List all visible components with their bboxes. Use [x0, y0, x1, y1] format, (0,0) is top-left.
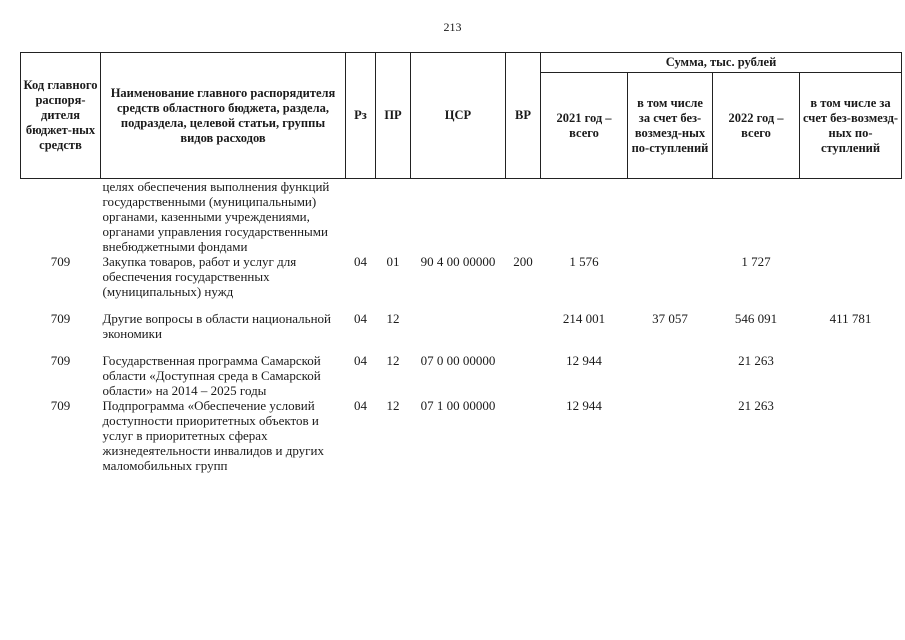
- cell-vr: [506, 353, 541, 398]
- cell-rz: [346, 179, 376, 255]
- header-name: Наименование главного распорядителя средств областного бюджета, раздела, подраздела, целевой статьи, группы видов расходов: [101, 53, 346, 179]
- cell-2021-grants: [628, 398, 713, 473]
- cell-rz: 04: [354, 353, 367, 368]
- cell-csr: 07 1 00 00000: [420, 398, 496, 413]
- cell-2022-grants: [800, 254, 902, 299]
- cell-vr: 200: [513, 254, 533, 269]
- cell-code: [21, 179, 101, 255]
- cell-2022-grants: [800, 353, 902, 398]
- cell-2021-total: 12 944: [566, 398, 602, 413]
- row-spacer: [21, 341, 902, 353]
- cell-2021-grants: [628, 353, 713, 398]
- header-rz: Рз: [346, 53, 376, 179]
- cell-pr: 12: [386, 353, 400, 368]
- header-code: Код главного распоря-дителя бюджет-ных средств: [21, 53, 101, 179]
- cell-2021-total: 1 576: [569, 254, 599, 269]
- cell-pr: 12: [386, 311, 400, 326]
- cell-2022-total: [713, 179, 800, 255]
- cell-2022-total: 21 263: [738, 398, 774, 413]
- cell-rz: 04: [354, 311, 367, 326]
- table-row: [21, 254, 902, 299]
- page-number: 213: [443, 20, 462, 34]
- cell-name: Подпрограмма «Обеспечение условий доступности приоритетных объектов и услуг в приоритетных сферах жизнедеятельности инвалидов и других маломобильных групп: [102, 398, 324, 473]
- cell-pr: 12: [386, 398, 400, 413]
- cell-csr: [411, 179, 506, 255]
- cell-2021-total: 214 001: [562, 311, 606, 326]
- header-pr: ПР: [376, 53, 411, 179]
- table-header: [21, 53, 902, 179]
- cell-code: 709: [50, 398, 71, 413]
- cell-2022-total: 546 091: [734, 311, 778, 326]
- cell-2021-grants: 37 057: [652, 311, 688, 326]
- cell-code: 709: [50, 254, 71, 269]
- cell-2022-grants: [800, 398, 902, 473]
- cell-name: Государственная программа Самарской области «Доступная среда в Самарской области» на 2014 – 2025 годы: [102, 353, 321, 398]
- header-2021-total: 2021 год – всего: [541, 73, 628, 179]
- header-vr: ВР: [506, 53, 541, 179]
- table-body: [21, 179, 902, 474]
- cell-csr: 90 4 00 00000: [420, 254, 496, 269]
- cell-vr: [506, 311, 541, 341]
- table-row: [21, 398, 902, 473]
- cell-2022-total: 1 727: [741, 254, 771, 269]
- budget-table: [20, 52, 902, 473]
- cell-name: Закупка товаров, работ и услуг для обеспечения государственных (муниципальных) нужд: [102, 254, 297, 299]
- cell-code: 709: [50, 353, 71, 368]
- cell-pr: 01: [386, 254, 400, 269]
- cell-code: 709: [50, 311, 71, 326]
- cell-2022-total: 21 263: [738, 353, 774, 368]
- table-row: [21, 353, 902, 398]
- header-2022-grants: в том числе за счет без-возмезд-ных по-ступлений: [800, 73, 902, 179]
- header-csr: ЦСР: [411, 53, 506, 179]
- cell-2021-grants: [628, 254, 713, 299]
- row-spacer: [21, 299, 902, 311]
- cell-2021-total: 12 944: [566, 353, 602, 368]
- header-sum: Сумма, тыс. рублей: [541, 53, 902, 73]
- cell-vr: [506, 179, 541, 255]
- cell-rz: 04: [354, 254, 367, 269]
- cell-pr: [376, 179, 411, 255]
- cell-2022-grants: 411 781: [829, 311, 872, 326]
- cell-csr: 07 0 00 00000: [420, 353, 496, 368]
- cell-2021-grants: [628, 179, 713, 255]
- header-2021-grants: в том числе за счет без-возмезд-ных по-ступлений: [628, 73, 713, 179]
- cell-vr: [506, 398, 541, 473]
- header-2022-total: 2022 год – всего: [713, 73, 800, 179]
- cell-2021-total: [541, 179, 628, 255]
- cell-name: целях обеспечения выполнения функций государственными (муниципальными) органами, казенными учреждениями, органами управления государственными внебюджетными фондами: [102, 179, 330, 254]
- cell-rz: 04: [354, 398, 367, 413]
- cell-2022-grants: [800, 179, 902, 255]
- table-row: [21, 179, 902, 255]
- cell-name: Другие вопросы в области национальной экономики: [102, 311, 331, 341]
- table-row: [21, 311, 902, 341]
- cell-csr: [411, 311, 506, 341]
